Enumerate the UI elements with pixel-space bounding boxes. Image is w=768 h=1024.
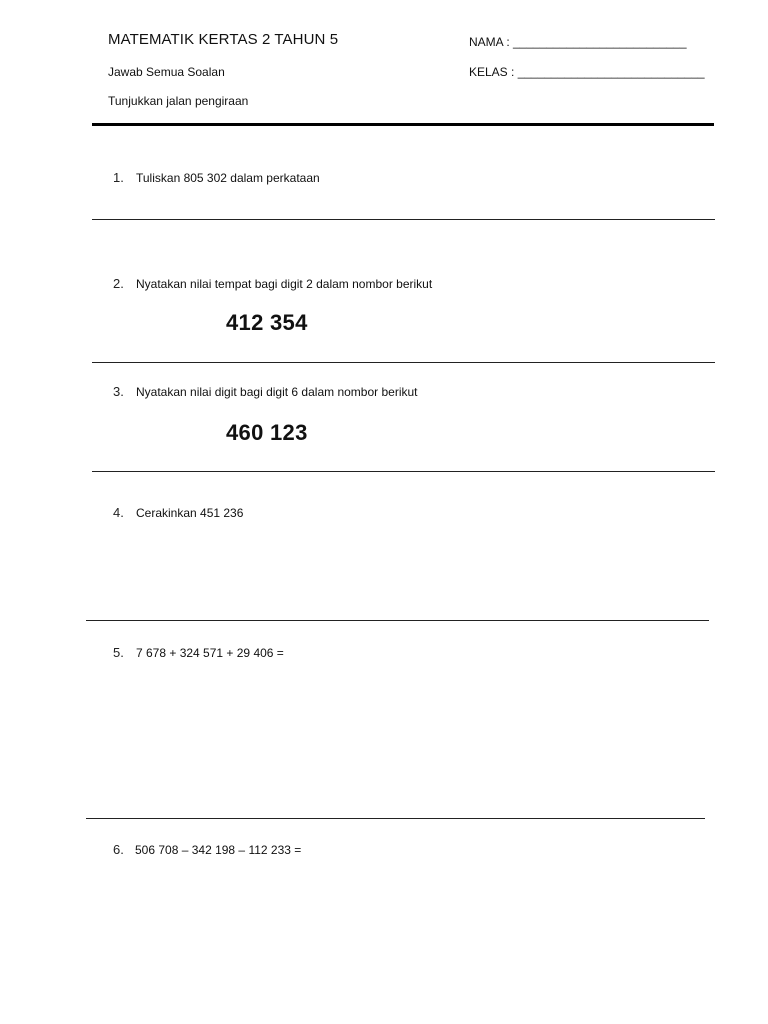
question-3-divider bbox=[92, 471, 715, 472]
question-6-number: 6. bbox=[113, 842, 124, 857]
question-4-divider bbox=[86, 620, 709, 621]
question-2-figure: 412 354 bbox=[226, 310, 308, 335]
question-3-figure: 460 123 bbox=[226, 420, 308, 445]
question-1-text: Tuliskan 805 302 dalam perkataan bbox=[136, 171, 320, 185]
question-5-divider bbox=[86, 818, 705, 819]
header-divider bbox=[92, 123, 714, 126]
question-2-number: 2. bbox=[113, 276, 124, 291]
question-6-text: 506 708 – 342 198 – 112 233 = bbox=[135, 843, 302, 857]
question-4-text: Cerakinkan 451 236 bbox=[136, 506, 244, 520]
question-3-text: Nyatakan nilai digit bagi digit 6 dalam nombor berikut bbox=[136, 385, 418, 399]
question-1-divider bbox=[92, 219, 715, 220]
question-5-text: 7 678 + 324 571 + 29 406 = bbox=[136, 646, 284, 660]
question-1-number: 1. bbox=[113, 170, 124, 185]
question-3-number: 3. bbox=[113, 384, 124, 399]
question-2-text: Nyatakan nilai tempat bagi digit 2 dalam nombor berikut bbox=[136, 277, 433, 291]
worksheet-title: MATEMATIK KERTAS 2 TAHUN 5 bbox=[108, 31, 339, 48]
class-field: KELAS : ____________________________ bbox=[469, 65, 705, 79]
instruction-show-working: Tunjukkan jalan pengiraan bbox=[108, 94, 249, 108]
question-2-divider bbox=[92, 362, 715, 363]
question-4-number: 4. bbox=[113, 505, 124, 520]
name-field: NAMA : __________________________ bbox=[469, 35, 687, 49]
instruction-answer-all: Jawab Semua Soalan bbox=[108, 65, 225, 79]
question-5-number: 5. bbox=[113, 645, 124, 660]
